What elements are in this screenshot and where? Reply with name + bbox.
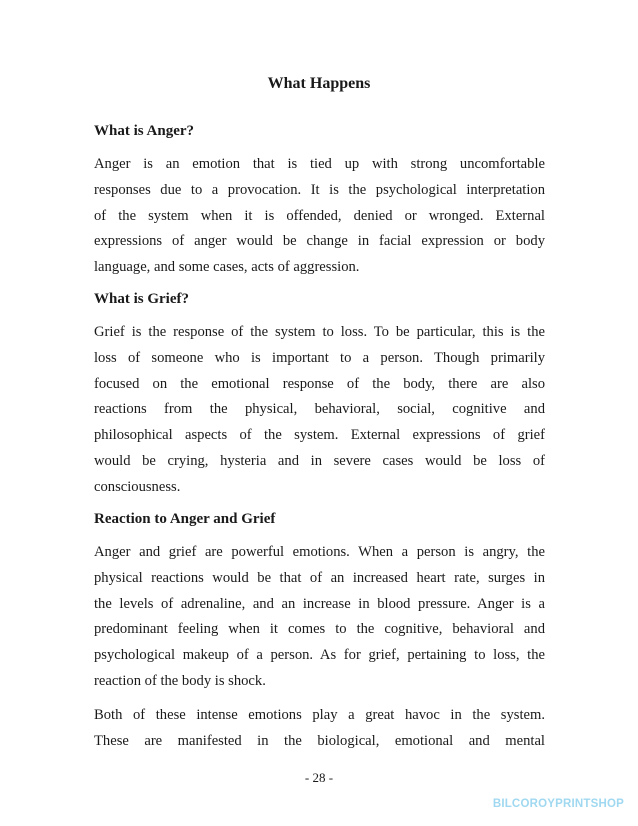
page-title: What Happens <box>267 75 371 92</box>
page-number: - 28 - <box>304 770 334 785</box>
watermark: BILCOROYPRINTSHOP <box>492 798 624 810</box>
paragraph-grief <box>94 320 545 501</box>
text-line: would be crying, hysteria and in severe cases would be loss of <box>94 452 545 469</box>
text-line: These are manifested in the biological, emotional and mental <box>94 732 545 749</box>
section-heading-grief: What is Grief? <box>94 291 189 307</box>
text-line: Both of these intense emotions play a great havoc in the system. <box>94 707 545 723</box>
text-line: Anger is an emotion that is tied up with strong uncomfortable <box>94 156 545 172</box>
text-line: reactions from the physical, behavioral, social, cognitive and <box>94 401 545 418</box>
text-line: responses due to a provocation. It is the psychological interpretation <box>94 181 545 198</box>
text-line: Grief is the response of the system to loss. To be particular, this is the <box>94 324 545 340</box>
text-line: consciousness. <box>94 478 181 495</box>
section-heading-reaction: Reaction to Anger and Grief <box>94 511 276 527</box>
text-line: language, and some cases, acts of aggression. <box>94 259 360 276</box>
text-line: of the system when it is offended, denied or wronged. External <box>94 207 545 224</box>
text-line: the levels of adrenaline, and an increase in blood pressure. Anger is a <box>94 595 545 612</box>
section-heading-anger: What is Anger? <box>94 123 195 139</box>
text-line: loss of someone who is important to a person. Though primarily <box>94 349 545 366</box>
text-line: focused on the emotional response of the body, there are also <box>94 375 545 392</box>
text-line: philosophical aspects of the system. External expressions of grief <box>94 427 545 444</box>
paragraph-reaction <box>94 540 545 695</box>
text-line: reaction of the body is shock. <box>94 672 266 689</box>
paragraph-anger <box>94 152 545 281</box>
paragraph-closing <box>94 703 545 755</box>
text-line: expressions of anger would be change in facial expression or body <box>94 233 545 250</box>
text-line: predominant feeling when it comes to the cognitive, behavioral and <box>94 621 545 638</box>
text-line: physical reactions would be that of an increased heart rate, surges in <box>94 569 545 586</box>
text-line: psychological makeup of a person. As for grief, pertaining to loss, the <box>94 647 545 664</box>
text-line: Anger and grief are powerful emotions. When a person is angry, the <box>94 544 545 560</box>
